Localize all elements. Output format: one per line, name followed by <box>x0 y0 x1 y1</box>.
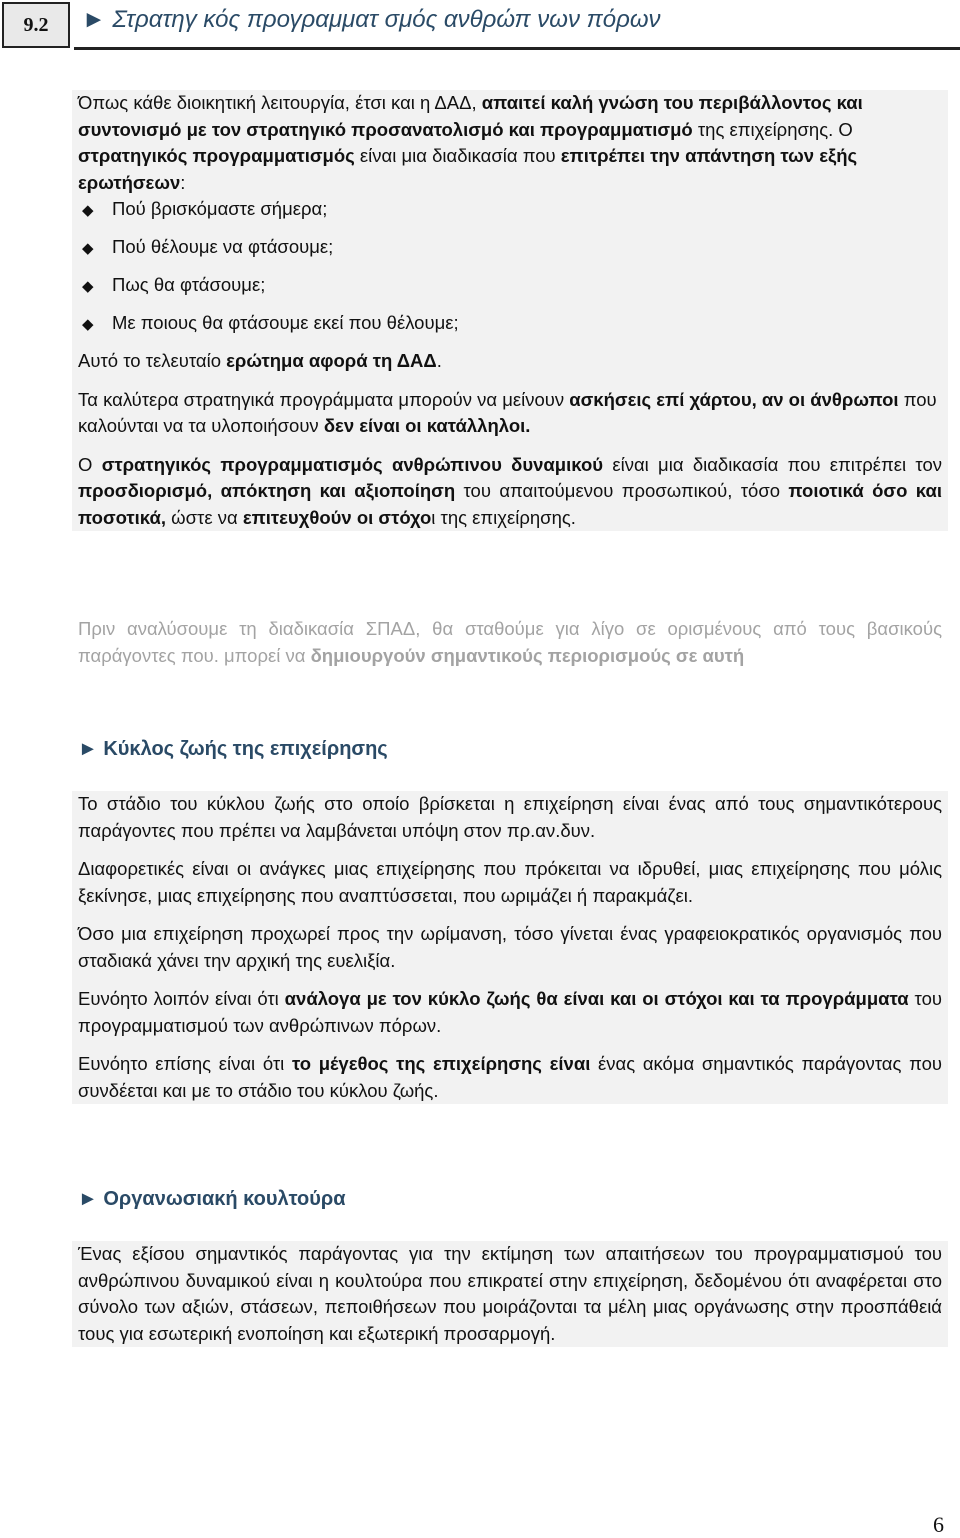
intro-paragraph: Όπως κάθε διοικητική λειτουργία, έτσι και η ΔΑΔ, απαιτεί καλή γνώση του περιβάλλοντος και συντονισμό με τον στρατηγικό προσανατολισμό και προγραμματισμό της επιχείρησης. Ο στρατηγικός προγραμματισμός είναι μια διαδικασία που επιτρέπει την απάντηση των εξής ερωτήσεων: <box>78 92 863 193</box>
lifecycle-paragraph-3: Όσο μια επιχείρηση προχωρεί προς την ωρίμανση, τόσο γίνεται ένας γραφειοκρατικός οργανισμός που σταδιακά χάνει την αρχική της ευελιξία. <box>78 923 942 971</box>
gray-paragraph: Πριν αναλύσουμε τη διαδικασία ΣΠΑΔ, θα σταθούμε για λίγο σε ορισμένους από τους βασικούς παράγοντες που. μπορεί να δημιουργούν σημαντικούς περιορισμούς σε αυτή <box>78 618 942 666</box>
list-item: ◆ Πού θέλουμε να φτάσουμε; <box>78 234 942 272</box>
lifecycle-heading: ► Κύκλος ζωής της επιχείρησης <box>78 738 388 760</box>
diamond-bullet-icon: ◆ <box>82 202 94 219</box>
lifecycle-paragraph-1: Το στάδιο του κύκλου ζωής στο οποίο βρίσκεται η επιχείρηση είναι ένας από τους σημαντικότερους παράγοντες που πρέπει να λαμβάνεται υπόψη στον πρ.αν.δυν. <box>78 793 942 841</box>
lifecycle-block <box>72 791 948 1104</box>
lifecycle-paragraph-4: Ευνόητο λοιπόν είναι ότι ανάλογα με τον κύκλο ζωής θα είναι και οι στόχοι και τα προγράμματα του προγραμματισμού των ανθρώπινων πόρων. <box>78 988 942 1036</box>
page-number: 6 <box>933 1512 944 1537</box>
lifecycle-paragraph-2: Διαφορετικές είναι οι ανάγκες μιας επιχείρησης που πρόκειται να ιδρυθεί, μιας επιχείρησης που μόλις ξεκίνησε, μιας επιχείρησης που αναπτύσσεται, που ωριμάζει ή παρακμάζει. <box>78 858 942 906</box>
section-number: 9.2 <box>2 2 70 48</box>
culture-paragraph: Ένας εξίσου σημαντικός παράγοντας για την εκτίμηση των απαιτήσεων του προγραμματισμού του ανθρώπινου δυναμικού είναι η κουλτούρα που επικρατεί στην επιχείρηση, δεδομένου ότι αναφέρεται στο σύνολο των αξιών, στάσεων, πεποιθήσεων που μοιράζονται τα μέλη μιας οργάνωσης στην προσπάθειά τους για εσωτερική ενοποίηση και εξωτερική προσαρμογή. <box>78 1243 942 1344</box>
culture-heading: ► Οργανωσιακή κουλτούρα <box>78 1188 346 1210</box>
list-item: ◆ Με ποιους θα φτάσουμε εκεί που θέλουμε; <box>78 310 942 348</box>
intro-block <box>72 90 948 531</box>
intro-warning: Τα καλύτερα στρατηγικά προγράμματα μπορούν να μείνουν ασκήσεις επί χάρτου, αν οι άνθρωποι που καλούνται να τα υλοποιήσουν δεν είναι οι κατάλληλοι. <box>78 388 937 436</box>
diamond-bullet-icon: ◆ <box>82 240 94 257</box>
diamond-bullet-icon: ◆ <box>82 316 94 333</box>
culture-block <box>72 1241 948 1347</box>
lifecycle-paragraph-5: Ευνόητο επίσης είναι ότι το μέγεθος της επιχείρησης είναι ένας ακόμα σημαντικός παράγοντας που συνδέεται και με το στάδιο του κύκλου ζωής. <box>78 1053 943 1101</box>
title-bar <box>74 0 960 50</box>
section-title: ► Στρατηγ κός προγραμματ σμός ανθρώπ νων πόρων <box>82 6 661 33</box>
list-item: ◆ Πως θα φτάσουμε; <box>78 272 942 310</box>
intro-conclusion: Αυτό το τελευταίο ερώτημα αφορά τη ΔΑΔ. <box>78 350 442 371</box>
definition-paragraph: Ο στρατηγικός προγραμματισμός ανθρώπινου δυναμικού είναι μια διαδικασία που επιτρέπει τον προσδιορισμό, απόκτηση και αξιοποίηση του απαιτούμενου προσωπικού, τόσο ποιοτικά όσο και ποσοτικά, ώστε να επιτευχθούν οι στόχοι της επιχείρησης. <box>78 453 942 528</box>
list-item: ◆ Πού βρισκόμαστε σήμερα; <box>78 196 942 234</box>
diamond-bullet-icon: ◆ <box>82 278 94 295</box>
